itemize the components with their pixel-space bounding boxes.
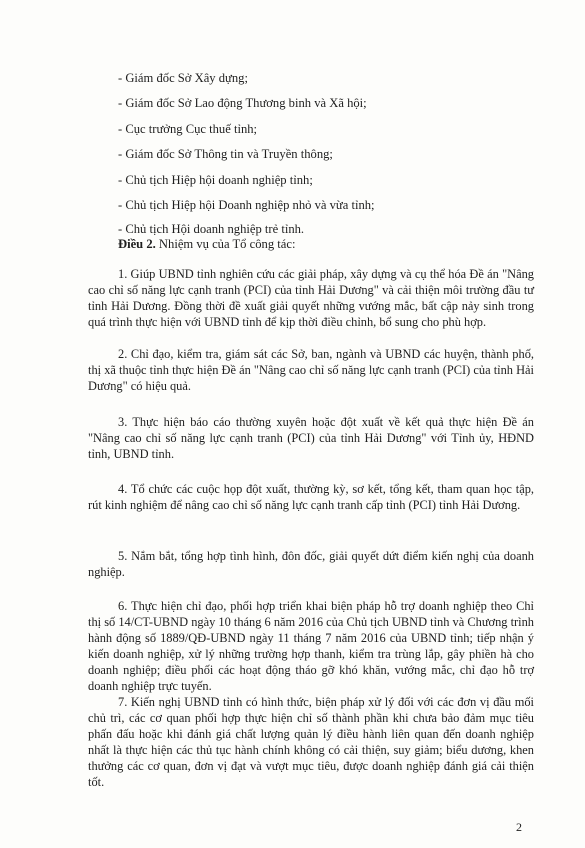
article-label: Điều 2. [118, 237, 156, 251]
member-item: - Giám đốc Sở Thông tin và Truyền thông; [118, 147, 333, 161]
task-paragraph: 6. Thực hiện chỉ đạo, phối hợp triển khai biện pháp hỗ trợ doanh nghiệp theo Chỉ thị số 14/CT-UBND ngày 10 tháng 6 năm 2016 của Chủ tịch UBND tỉnh và Chương trình hành động số 1889/QĐ-UBND ngày 11 tháng 7 năm 2016 của UBND tỉnh; tiếp nhận ý kiến doanh nghiệp, xử lý những trường hợp thanh, kiểm tra trùng lắp, gây phiền hà cho doanh nghiệp; điều phối các hoạt động tháo gỡ khó khăn, vướng mắc, chỉ đạo hỗ trợ doanh nghiệp trực tuyến. [88, 599, 534, 693]
member-item: - Chủ tịch Hiệp hội doanh nghiệp tỉnh; [118, 173, 313, 187]
article-title: Nhiệm vụ của Tổ công tác: [155, 237, 296, 251]
member-item: - Chủ tịch Hội doanh nghiệp trẻ tỉnh. [118, 222, 305, 236]
task-paragraph: 4. Tổ chức các cuộc họp đột xuất, thường kỳ, sơ kết, tổng kết, tham quan học tập, rút kinh nghiệm để nâng cao chỉ số năng lực cạnh tranh cấp tỉnh (PCI) tỉnh Hải Dương. [88, 482, 534, 512]
task-paragraph: 7. Kiến nghị UBND tỉnh có hình thức, biện pháp xử lý đối với các đơn vị đầu mối chủ trì, các cơ quan phối hợp thực hiện chỉ số thành phần khi chưa bảo đảm mục tiêu phấn đấu hoặc khi đánh giá chất lượng quản lý điều hành liên quan đến doanh nghiệp nhất là thực hiện các thủ tục hành chính không có cải thiện, suy giảm; biểu dương, khen thưởng các cơ quan, đơn vị đạt và vượt mục tiêu, được doanh nghiệp đánh giá cải thiện tốt. [88, 695, 534, 789]
task-paragraph: 2. Chỉ đạo, kiểm tra, giám sát các Sở, ban, ngành và UBND các huyện, thành phố, thị xã thuộc tỉnh thực hiện Đề án "Nâng cao chỉ số năng lực cạnh tranh (PCI) của tỉnh Hải Dương" có hiệu quả. [88, 347, 534, 393]
member-item: - Giám đốc Sở Xây dựng; [118, 71, 248, 85]
member-item: - Cục trưởng Cục thuế tỉnh; [118, 122, 258, 136]
task-paragraph: 5. Nắm bắt, tổng hợp tình hình, đôn đốc, giải quyết dứt điểm kiến nghị của doanh nghiệp. [88, 549, 534, 579]
article-heading [118, 237, 295, 252]
task-paragraph: 3. Thực hiện báo cáo thường xuyên hoặc đột xuất về kết quả thực hiện Đề án "Nâng cao chỉ số năng lực cạnh tranh (PCI) của tỉnh Hải Dương" với Tỉnh ủy, HĐND tỉnh, UBND tỉnh. [88, 415, 534, 461]
member-item: - Chủ tịch Hiệp hội Doanh nghiệp nhỏ và vừa tỉnh; [118, 198, 375, 212]
task-paragraph: 1. Giúp UBND tỉnh nghiên cứu các giải pháp, xây dựng và cụ thể hóa Đề án "Nâng cao chỉ số năng lực cạnh tranh (PCI) của tỉnh Hải Dương" và cải thiện môi trường đầu tư tỉnh Hải Dương. Đồng thời đề xuất giải quyết những vướng mắc, bất cập nảy sinh trong quá trình thực hiện với UBND tỉnh để kịp thời điều chỉnh, bổ sung cho phù hợp. [88, 267, 534, 329]
page-number: 2 [516, 820, 522, 834]
member-item: - Giám đốc Sở Lao động Thương binh và Xã hội; [118, 96, 367, 110]
